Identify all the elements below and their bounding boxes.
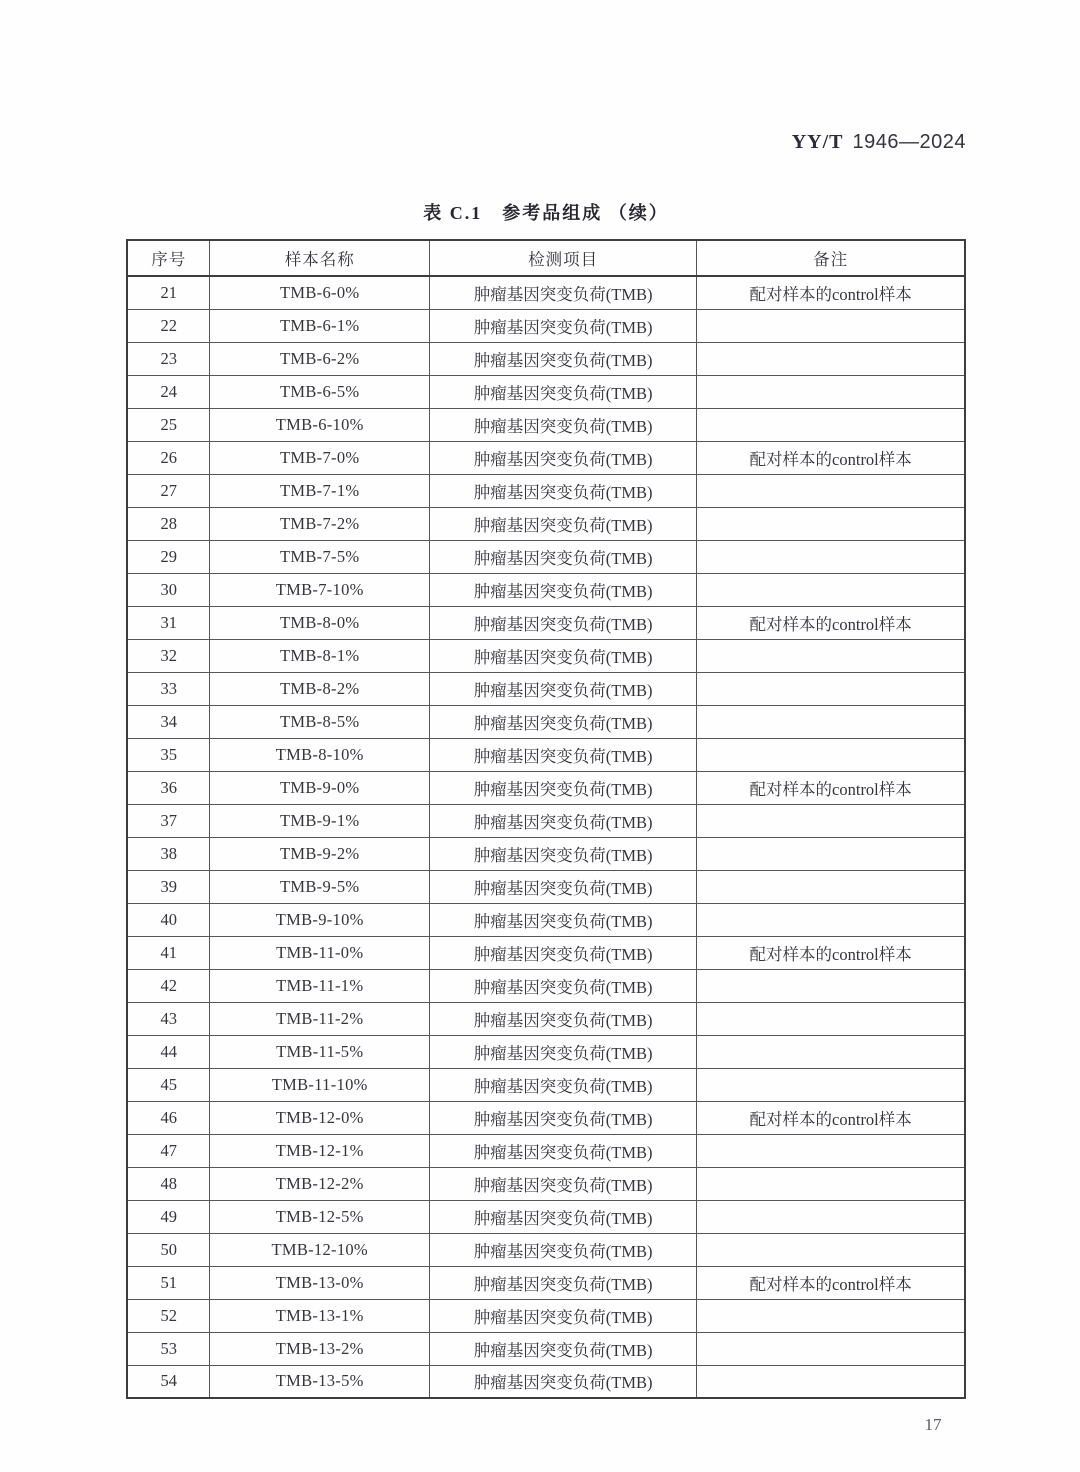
row-number: 42 xyxy=(127,969,210,1002)
sample-name: TMB-12-0% xyxy=(210,1101,430,1134)
table-title: 表 C.1 参考品组成 （续） xyxy=(423,203,669,223)
sample-name: TMB-6-2% xyxy=(210,342,430,375)
remark: 配对样本的control样本 xyxy=(697,771,965,804)
page-number: 17 xyxy=(924,1415,942,1434)
table-row xyxy=(127,969,965,1002)
sample-name: TMB-9-2% xyxy=(210,837,430,870)
test-item: 肿瘤基因突变负荷(TMB) xyxy=(430,1167,697,1200)
remark xyxy=(697,738,965,771)
sample-name: TMB-11-2% xyxy=(210,1002,430,1035)
remark xyxy=(697,903,965,936)
sample-name: TMB-13-5% xyxy=(210,1365,430,1398)
remark xyxy=(697,1200,965,1233)
test-item: 肿瘤基因突变负荷(TMB) xyxy=(430,1002,697,1035)
row-number: 39 xyxy=(127,870,210,903)
table-row xyxy=(127,705,965,738)
test-item: 肿瘤基因突变负荷(TMB) xyxy=(430,672,697,705)
test-item: 肿瘤基因突变负荷(TMB) xyxy=(430,1101,697,1134)
row-number: 26 xyxy=(127,441,210,474)
row-number: 24 xyxy=(127,375,210,408)
test-item: 肿瘤基因突变负荷(TMB) xyxy=(430,1332,697,1365)
sample-name: TMB-7-0% xyxy=(210,441,430,474)
sample-name: TMB-7-10% xyxy=(210,573,430,606)
sample-name: TMB-8-1% xyxy=(210,639,430,672)
test-item: 肿瘤基因突变负荷(TMB) xyxy=(430,804,697,837)
row-number: 48 xyxy=(127,1167,210,1200)
sample-name: TMB-13-0% xyxy=(210,1266,430,1299)
table-row xyxy=(127,309,965,342)
sample-name: TMB-12-1% xyxy=(210,1134,430,1167)
column-header-remark: 备注 xyxy=(697,240,965,276)
sample-name: TMB-12-2% xyxy=(210,1167,430,1200)
table-row xyxy=(127,672,965,705)
test-item: 肿瘤基因突变负荷(TMB) xyxy=(430,540,697,573)
remark xyxy=(697,1068,965,1101)
test-item: 肿瘤基因突变负荷(TMB) xyxy=(430,1068,697,1101)
sample-name: TMB-7-5% xyxy=(210,540,430,573)
remark xyxy=(697,507,965,540)
remark xyxy=(697,804,965,837)
table-row xyxy=(127,1101,965,1134)
table-row xyxy=(127,771,965,804)
test-item: 肿瘤基因突变负荷(TMB) xyxy=(430,309,697,342)
remark xyxy=(697,705,965,738)
remark xyxy=(697,1365,965,1398)
sample-name: TMB-8-5% xyxy=(210,705,430,738)
test-item: 肿瘤基因突变负荷(TMB) xyxy=(430,837,697,870)
test-item: 肿瘤基因突变负荷(TMB) xyxy=(430,1266,697,1299)
reference-composition-table xyxy=(126,239,966,1399)
test-item: 肿瘤基因突变负荷(TMB) xyxy=(430,507,697,540)
test-item: 肿瘤基因突变负荷(TMB) xyxy=(430,969,697,1002)
sample-name: TMB-7-2% xyxy=(210,507,430,540)
row-number: 41 xyxy=(127,936,210,969)
remark xyxy=(697,837,965,870)
table-row xyxy=(127,540,965,573)
row-number: 37 xyxy=(127,804,210,837)
test-item: 肿瘤基因突变负荷(TMB) xyxy=(430,705,697,738)
remark xyxy=(697,870,965,903)
remark xyxy=(697,969,965,1002)
test-item: 肿瘤基因突变负荷(TMB) xyxy=(430,573,697,606)
sample-name: TMB-6-1% xyxy=(210,309,430,342)
remark xyxy=(697,1233,965,1266)
test-item: 肿瘤基因突变负荷(TMB) xyxy=(430,474,697,507)
table-row xyxy=(127,936,965,969)
remark xyxy=(697,540,965,573)
sample-name: TMB-8-10% xyxy=(210,738,430,771)
table-row xyxy=(127,1266,965,1299)
remark: 配对样本的control样本 xyxy=(697,1266,965,1299)
row-number: 49 xyxy=(127,1200,210,1233)
table-row xyxy=(127,1167,965,1200)
test-item: 肿瘤基因突变负荷(TMB) xyxy=(430,870,697,903)
remark: 配对样本的control样本 xyxy=(697,936,965,969)
test-item: 肿瘤基因突变负荷(TMB) xyxy=(430,1299,697,1332)
table-header-row xyxy=(127,240,965,276)
remark: 配对样本的control样本 xyxy=(697,606,965,639)
table-row xyxy=(127,870,965,903)
remark xyxy=(697,672,965,705)
remark xyxy=(697,375,965,408)
table-row xyxy=(127,342,965,375)
column-header-item: 检测项目 xyxy=(430,240,697,276)
document-header xyxy=(126,131,966,154)
test-item: 肿瘤基因突变负荷(TMB) xyxy=(430,375,697,408)
table-row xyxy=(127,606,965,639)
row-number: 35 xyxy=(127,738,210,771)
row-number: 51 xyxy=(127,1266,210,1299)
remark xyxy=(697,1035,965,1068)
table-row xyxy=(127,1365,965,1398)
table-row xyxy=(127,1002,965,1035)
table-row xyxy=(127,474,965,507)
sample-name: TMB-6-0% xyxy=(210,276,430,309)
test-item: 肿瘤基因突变负荷(TMB) xyxy=(430,936,697,969)
test-item: 肿瘤基因突变负荷(TMB) xyxy=(430,342,697,375)
test-item: 肿瘤基因突变负荷(TMB) xyxy=(430,1134,697,1167)
test-item: 肿瘤基因突变负荷(TMB) xyxy=(430,738,697,771)
table-row xyxy=(127,837,965,870)
sample-name: TMB-13-2% xyxy=(210,1332,430,1365)
table-row xyxy=(127,1332,965,1365)
row-number: 33 xyxy=(127,672,210,705)
row-number: 30 xyxy=(127,573,210,606)
sample-name: TMB-13-1% xyxy=(210,1299,430,1332)
table-row xyxy=(127,441,965,474)
remark xyxy=(697,309,965,342)
remark xyxy=(697,474,965,507)
table-row xyxy=(127,408,965,441)
remark xyxy=(697,639,965,672)
sample-name: TMB-6-10% xyxy=(210,408,430,441)
table-row xyxy=(127,903,965,936)
table-row xyxy=(127,1299,965,1332)
remark xyxy=(697,1134,965,1167)
remark xyxy=(697,1167,965,1200)
test-item: 肿瘤基因突变负荷(TMB) xyxy=(430,771,697,804)
row-number: 45 xyxy=(127,1068,210,1101)
row-number: 44 xyxy=(127,1035,210,1068)
row-number: 43 xyxy=(127,1002,210,1035)
sample-name: TMB-11-5% xyxy=(210,1035,430,1068)
sample-name: TMB-9-0% xyxy=(210,771,430,804)
column-header-sample: 样本名称 xyxy=(210,240,430,276)
remark xyxy=(697,1002,965,1035)
row-number: 25 xyxy=(127,408,210,441)
table-row xyxy=(127,804,965,837)
sample-name: TMB-12-10% xyxy=(210,1233,430,1266)
row-number: 22 xyxy=(127,309,210,342)
sample-name: TMB-9-5% xyxy=(210,870,430,903)
test-item: 肿瘤基因突变负荷(TMB) xyxy=(430,441,697,474)
sample-name: TMB-11-1% xyxy=(210,969,430,1002)
row-number: 21 xyxy=(127,276,210,309)
row-number: 54 xyxy=(127,1365,210,1398)
remark xyxy=(697,1299,965,1332)
remark: 配对样本的control样本 xyxy=(697,276,965,309)
test-item: 肿瘤基因突变负荷(TMB) xyxy=(430,903,697,936)
remark: 配对样本的control样本 xyxy=(697,1101,965,1134)
sample-name: TMB-11-0% xyxy=(210,936,430,969)
row-number: 36 xyxy=(127,771,210,804)
row-number: 23 xyxy=(127,342,210,375)
test-item: 肿瘤基因突变负荷(TMB) xyxy=(430,639,697,672)
column-header-serial: 序号 xyxy=(127,240,210,276)
sample-name: TMB-12-5% xyxy=(210,1200,430,1233)
test-item: 肿瘤基因突变负荷(TMB) xyxy=(430,1365,697,1398)
test-item: 肿瘤基因突变负荷(TMB) xyxy=(430,1233,697,1266)
row-number: 28 xyxy=(127,507,210,540)
row-number: 46 xyxy=(127,1101,210,1134)
row-number: 40 xyxy=(127,903,210,936)
remark xyxy=(697,573,965,606)
table-row xyxy=(127,573,965,606)
remark xyxy=(697,342,965,375)
remark xyxy=(697,1332,965,1365)
table-row xyxy=(127,375,965,408)
remark: 配对样本的control样本 xyxy=(697,441,965,474)
row-number: 38 xyxy=(127,837,210,870)
sample-name: TMB-9-10% xyxy=(210,903,430,936)
sample-name: TMB-8-0% xyxy=(210,606,430,639)
sample-name: TMB-11-10% xyxy=(210,1068,430,1101)
test-item: 肿瘤基因突变负荷(TMB) xyxy=(430,276,697,309)
row-number: 53 xyxy=(127,1332,210,1365)
row-number: 47 xyxy=(127,1134,210,1167)
test-item: 肿瘤基因突变负荷(TMB) xyxy=(430,1200,697,1233)
standard-code: YY/T xyxy=(791,131,844,153)
table-row xyxy=(127,1200,965,1233)
row-number: 31 xyxy=(127,606,210,639)
table-row xyxy=(127,738,965,771)
row-number: 29 xyxy=(127,540,210,573)
table-row xyxy=(127,1035,965,1068)
sample-name: TMB-8-2% xyxy=(210,672,430,705)
test-item: 肿瘤基因突变负荷(TMB) xyxy=(430,606,697,639)
table-row xyxy=(127,1068,965,1101)
row-number: 50 xyxy=(127,1233,210,1266)
row-number: 32 xyxy=(127,639,210,672)
sample-name: TMB-6-5% xyxy=(210,375,430,408)
table-row xyxy=(127,639,965,672)
table-row xyxy=(127,276,965,309)
remark xyxy=(697,408,965,441)
row-number: 27 xyxy=(127,474,210,507)
row-number: 52 xyxy=(127,1299,210,1332)
table-row xyxy=(127,1233,965,1266)
test-item: 肿瘤基因突变负荷(TMB) xyxy=(430,1035,697,1068)
sample-name: TMB-9-1% xyxy=(210,804,430,837)
test-item: 肿瘤基因突变负荷(TMB) xyxy=(430,408,697,441)
table-row xyxy=(127,1134,965,1167)
table-row xyxy=(127,507,965,540)
standard-number: 1946—2024 xyxy=(852,131,966,153)
row-number: 34 xyxy=(127,705,210,738)
sample-name: TMB-7-1% xyxy=(210,474,430,507)
